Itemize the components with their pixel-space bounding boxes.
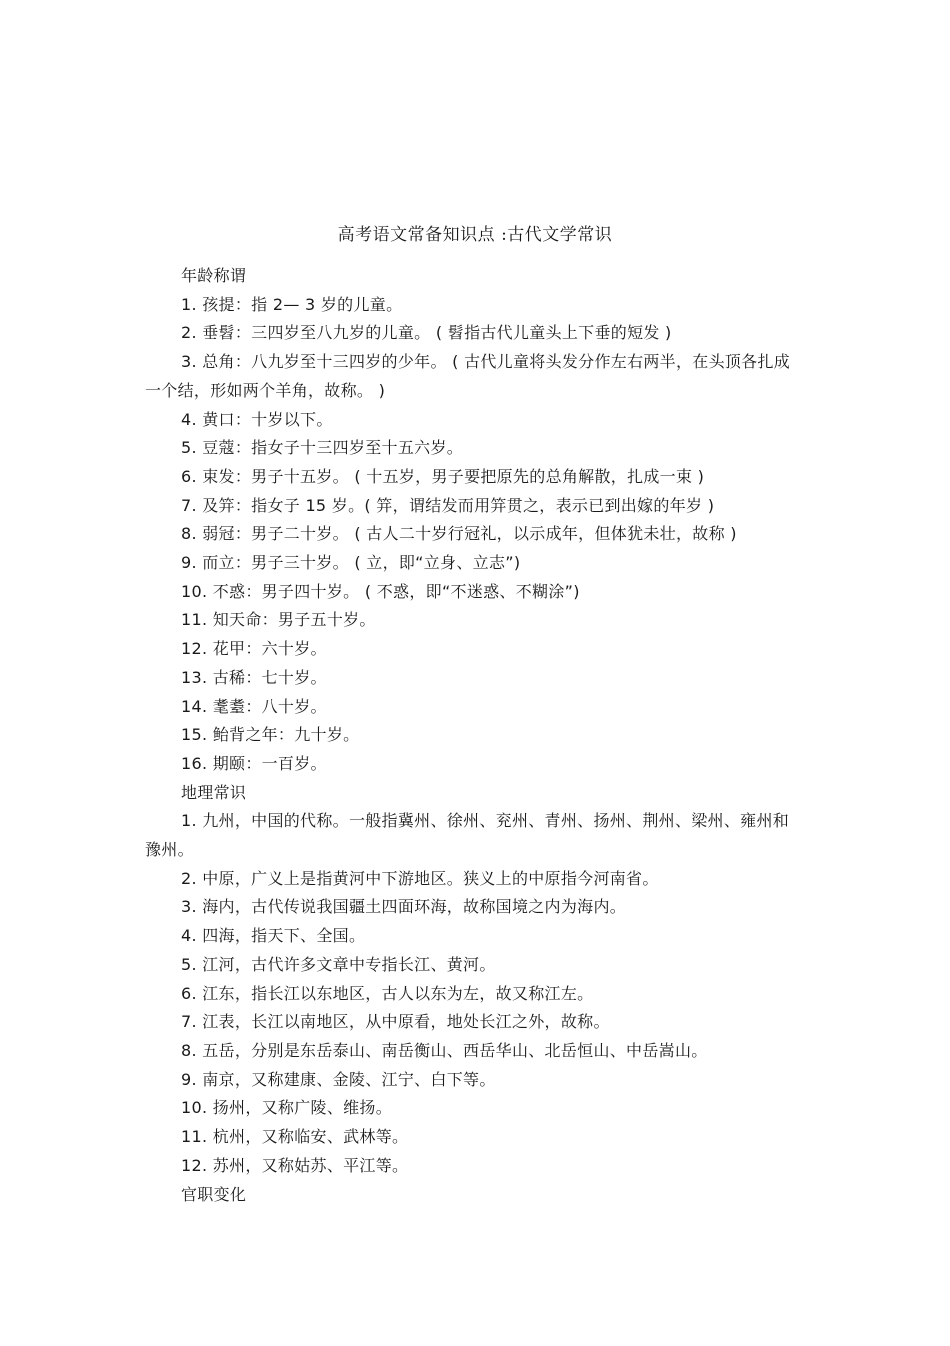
- list-item: 1. 九州，中国的代称。一般指冀州、徐州、兖州、青州、扬州、荆州、梁州、雍州和豫州。: [145, 811, 790, 860]
- list-item: 9. 南京，又称建康、金陵、江宁、白下等。: [181, 1069, 496, 1089]
- section-heading-official-titles: 官职变化: [181, 1184, 247, 1204]
- list-item: 14. 耄耋：八十岁。: [181, 696, 327, 716]
- list-item: 1. 孩提：指 2— 3 岁的儿童。: [181, 294, 403, 314]
- list-item: 5. 豆蔻：指女子十三四岁至十五六岁。: [181, 438, 464, 458]
- list-item: 3. 海内，古代传说我国疆土四面环海，故称国境之内为海内。: [181, 897, 627, 917]
- list-item: 6. 江东，指长江以东地区，古人以东为左，故又称江左。: [181, 983, 594, 1003]
- list-item: 10. 不惑：男子四十岁。 ( 不惑，即“不迷惑、不糊涂”): [181, 581, 580, 601]
- list-item: 12. 苏州，又称姑苏、平江等。: [181, 1155, 409, 1175]
- section-heading-geography: 地理常识: [181, 782, 247, 802]
- list-item: 2. 垂髫：三四岁至八九岁的儿童。 ( 髫指古代儿童头上下垂的短发 ): [181, 323, 672, 343]
- list-item: 3. 总角：八九岁至十三四岁的少年。 ( 古代儿童将头发分作左右两半，在头顶各扎成一个结，形如两个羊角，故称。 ): [145, 352, 791, 400]
- list-item: 6. 束发：男子十五岁。 ( 十五岁，男子要把原先的总角解散，扎成一束 ): [181, 466, 705, 486]
- list-item: 12. 花甲：六十岁。: [181, 639, 327, 659]
- list-item: 2. 中原，广义上是指黄河中下游地区。狭义上的中原指今河南省。: [181, 868, 659, 888]
- list-item: 8. 弱冠：男子二十岁。 ( 古人二十岁行冠礼，以示成年，但体犹未壮，故称 ): [181, 524, 737, 544]
- list-item: 7. 及笄：指女子 15 岁。( 笄，谓结发而用笄贯之，表示已到出嫁的年岁 ): [181, 495, 715, 515]
- document-body: [145, 262, 805, 1209]
- list-item: 9. 而立：男子三十岁。 ( 立，即“立身、立志”): [181, 553, 521, 573]
- section-heading-age-titles: 年龄称谓: [181, 266, 247, 285]
- list-item: 7. 江表，长江以南地区，从中原看，地处长江之外，故称。: [181, 1012, 610, 1032]
- list-item: 10. 扬州，又称广陵、维扬。: [181, 1098, 393, 1118]
- list-item: 16. 期颐：一百岁。: [181, 753, 327, 773]
- list-item: 15. 鲐背之年：九十岁。: [181, 725, 360, 745]
- document-title: 高考语文常备知识点 :古代文学常识: [337, 225, 613, 245]
- list-item: 8. 五岳，分别是东岳泰山、南岳衡山、西岳华山、北岳恒山、中岳嵩山。: [181, 1040, 708, 1060]
- list-item: 11. 杭州，又称临安、武林等。: [181, 1127, 409, 1147]
- list-item: 11. 知天命：男子五十岁。: [181, 610, 376, 630]
- list-item: 13. 古稀：七十岁。: [181, 667, 327, 687]
- list-item: 4. 四海，指天下、全国。: [181, 926, 366, 946]
- list-item: 4. 黄口：十岁以下。: [181, 409, 333, 429]
- list-item: 5. 江河，古代许多文章中专指长江、黄河。: [181, 954, 496, 974]
